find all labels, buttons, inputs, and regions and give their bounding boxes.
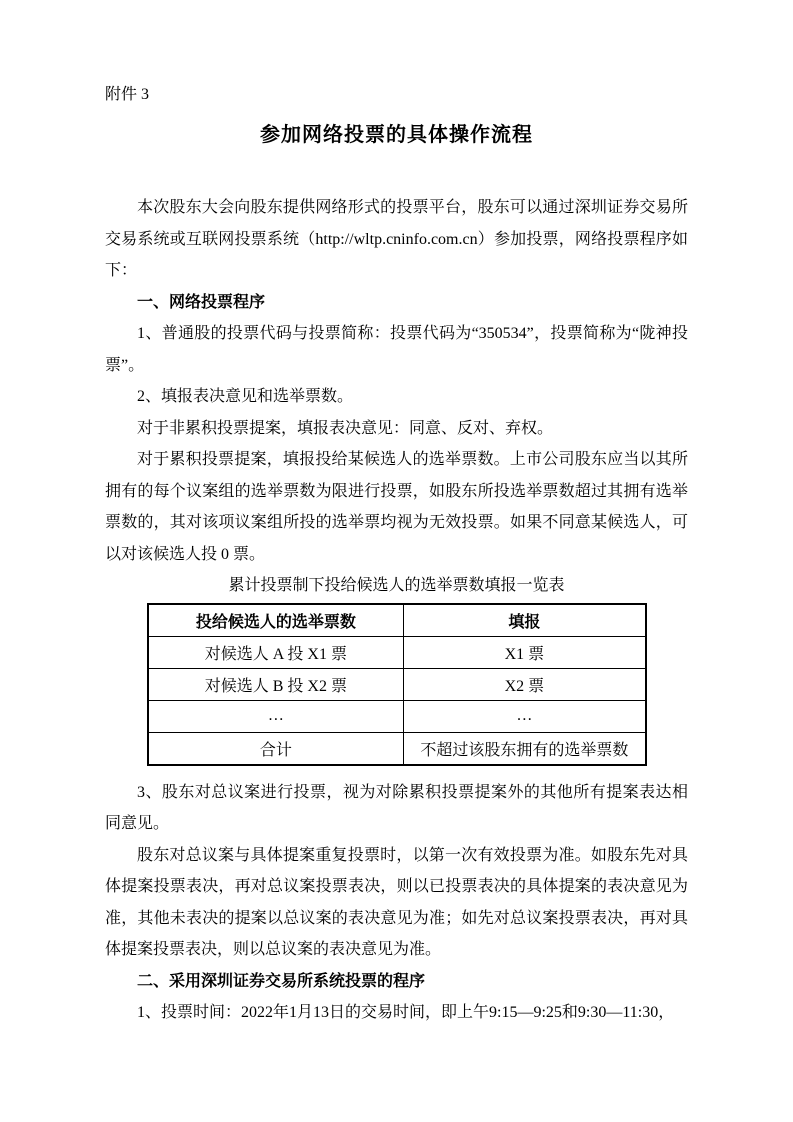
table-header-row	[148, 604, 646, 637]
section1-paragraph-4: 对于累积投票提案，填报投给某候选人的选举票数。上市公司股东应当以其所拥有的每个议案组的选举票数为限进行投票，如股东所投选举票数超过其拥有选举票数的，其对该项议案组所投的选举票均视为无效投票。如果不同意某候选人，可以对该候选人投 0 票。	[105, 451, 688, 563]
section1-paragraph-2: 2、填报表决意见和选举票数。	[137, 388, 354, 405]
table-row	[148, 732, 646, 765]
table-cell-candidate-b: 对候选人 B 投 X2 票	[148, 668, 404, 700]
section1-paragraph-6: 股东对总议案与具体提案重复投票时，以第一次有效投票为准。如股东先对具体提案投票表决，再对总议案投票表决，则以已投票表决的具体提案的表决意见为准，其他未表决的提案以总议案的表决意见为准；如先对总议案投票表决，再对具体提案投票表决，则以总议案的表决意见为准。	[105, 846, 688, 958]
table-cell-total-value: 不超过该股东拥有的选举票数	[404, 732, 646, 765]
intro-paragraph: 本次股东大会向股东提供网络形式的投票平台，股东可以通过深圳证券交易所交易系统或互联网投票系统（http://wltp.cninfo.com.cn）参加投票，网络投票程序如下：	[105, 199, 688, 279]
section1-paragraph-3: 对于非累积投票提案，填报表决意见：同意、反对、弃权。	[137, 419, 554, 437]
table-caption: 累计投票制下投给候选人的选举票数填报一览表	[228, 577, 565, 594]
table-cell-ellipsis-left: …	[148, 700, 404, 732]
table-header-fill: 填报	[404, 604, 646, 637]
document-content	[105, 84, 688, 1029]
section2-heading: 二、采用深圳证券交易所系统投票的程序	[137, 972, 426, 990]
section2-paragraph-1: 1、投票时间：2022年1月13日的交易时间，即上午9:15—9:25和9:30—11:30，	[137, 1004, 675, 1021]
table-cell-total-label: 合计	[148, 732, 404, 765]
attachment-label: 附件 3	[105, 86, 150, 103]
table-row	[148, 636, 646, 668]
section1-paragraph-1: 1、普通股的投票代码与投票简称：投票代码为“350534”，投票简称为“陇神投票”。	[105, 325, 688, 374]
section1-heading: 一、网络投票程序	[137, 293, 266, 311]
cumulative-voting-table	[147, 603, 647, 766]
table-row	[148, 700, 646, 732]
table-cell-x1: X1 票	[404, 636, 646, 668]
document-title: 参加网络投票的具体操作流程	[260, 124, 533, 146]
table-cell-ellipsis-right: …	[404, 700, 646, 732]
section1-paragraph-5: 3、股东对总议案进行投票，视为对除累积投票提案外的其他所有提案表达相同意见。	[105, 783, 688, 832]
table-cell-candidate-a: 对候选人 A 投 X1 票	[148, 636, 404, 668]
table-row	[148, 668, 646, 700]
table-cell-x2: X2 票	[404, 668, 646, 700]
table-header-votes: 投给候选人的选举票数	[148, 604, 404, 637]
